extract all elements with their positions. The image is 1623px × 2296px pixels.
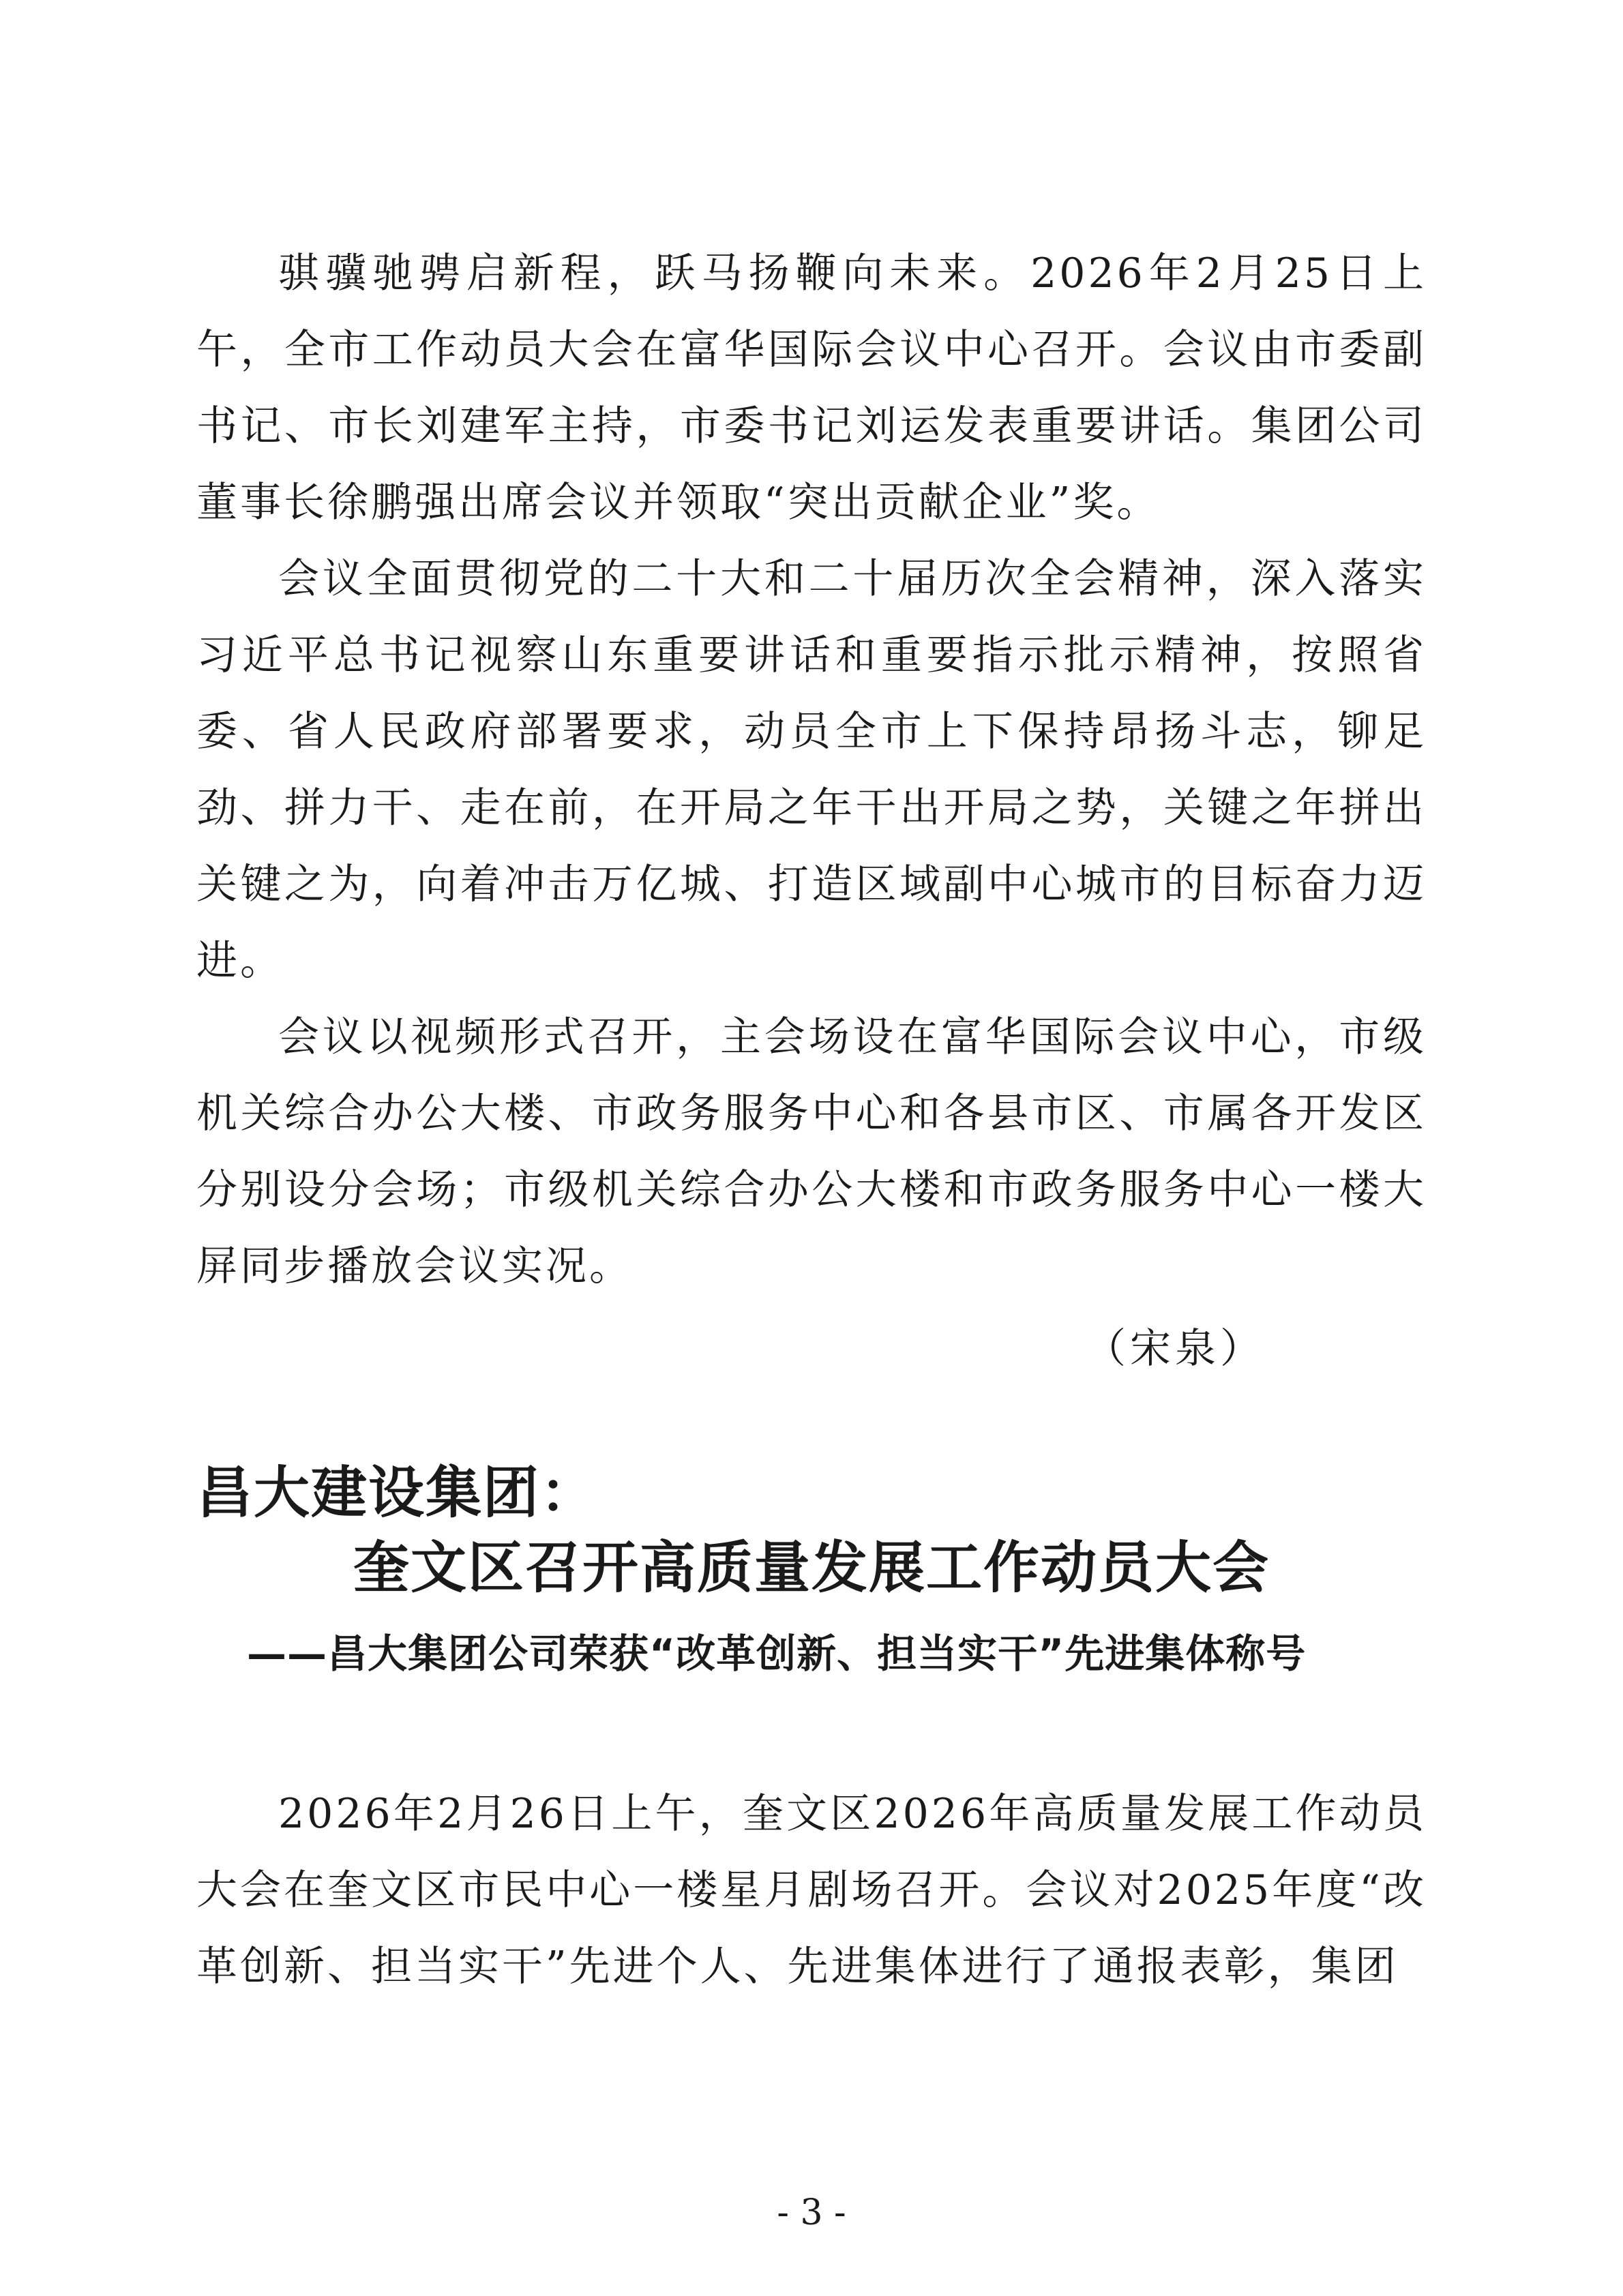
article2-subtitle: ——昌大集团公司荣获“改革创新、担当实干”先进集体称号 (247, 1630, 1307, 1677)
article2-title-line2: 奎文区召开高质量发展工作动员大会 (353, 1536, 1270, 1600)
article1-paragraph-3: 会议以视频形式召开，主会场设在富华国际会议中心，市级机关综合办公大楼、市政务服务中心和各县市区、市属各开发区分别设分会场；市级机关综合办公大楼和市政务服务中心一楼大屏同步播放会议实况。 (196, 1013, 1427, 1290)
article1-paragraph-2: 会议全面贯彻党的二十大和二十届历次全会精神，深入落实习近平总书记视察山东重要讲话和重要指示批示精神，按照省委、省人民政府部署要求，动员全市上下保持昂扬斗志，铆足劲、拼力干、走在前，在开局之年干出开局之势，关键之年拼出关键之为，向着冲击万亿城、打造区域副中心城市的目标奋力迈进。 (196, 555, 1427, 985)
article1-paragraph-1: 骐骥驰骋启新程，跃马扬鞭向未来。2026年2月25日上午，全市工作动员大会在富华国际会议中心召开。会议由市委副书记、市长刘建军主持，市委书记刘运发表重要讲话。集团公司董事长徐鹏强出席会议并领取“突出贡献企业”奖。 (196, 250, 1427, 526)
article1-signature: （宋泉） (1085, 1325, 1265, 1373)
article2-paragraph-1: 2026年2月26日上午，奎文区2026年高质量发展工作动员大会在奎文区市民中心一楼星月剧场召开。会议对2025年度“改革创新、担当实干”先进个人、先进集体进行了通报表彰，集团 (196, 1790, 1427, 1991)
article1-body (196, 235, 1427, 1304)
article2-body (196, 1776, 1427, 2005)
article2-title-line1: 昌大建设集团： (196, 1461, 598, 1525)
page-number: - 3 - (777, 2192, 846, 2233)
